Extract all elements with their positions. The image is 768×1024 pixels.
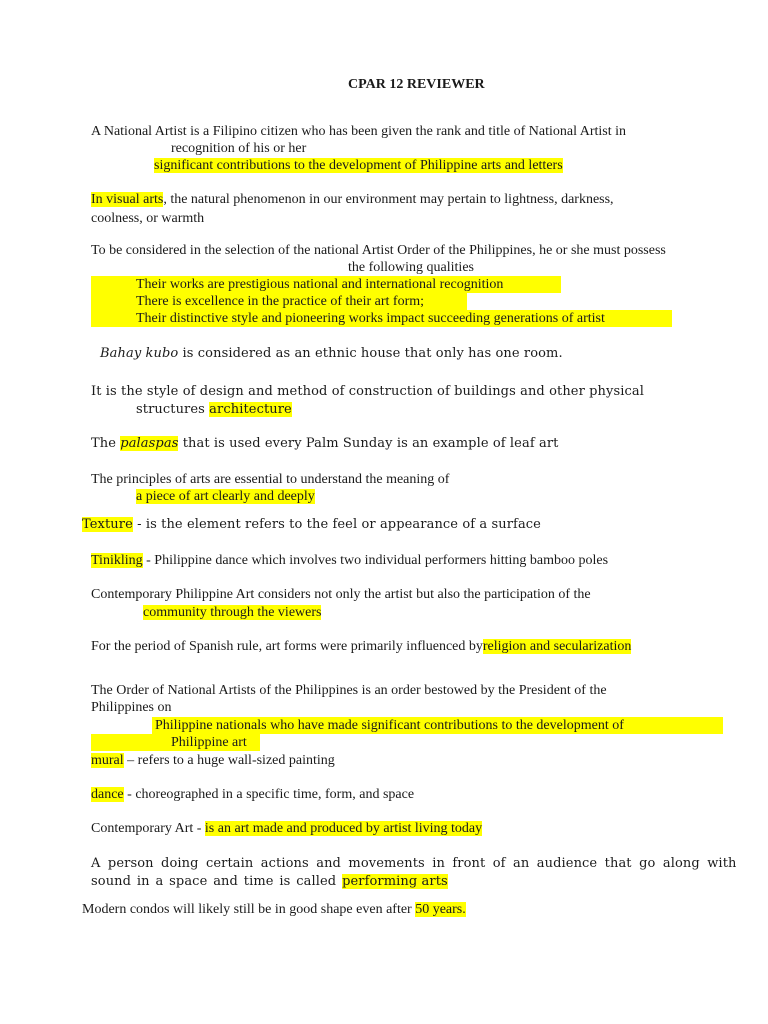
q10-answer xyxy=(143,604,321,621)
q10-line1: Contemporary Philippine Art considers not only the artist but also the participation of the xyxy=(91,587,591,602)
q5-line1: It is the style of design and method of construction of buildings and other physical xyxy=(91,384,644,399)
q2-answer-highlight: In visual arts xyxy=(91,192,164,207)
q1-answer xyxy=(154,157,563,174)
q11-line xyxy=(91,638,631,655)
q14-answer-highlight: dance xyxy=(91,787,124,802)
q8-rest: - is the element refers to the feel or appearance of a surface xyxy=(132,517,541,532)
q14-line xyxy=(91,786,414,803)
q2-line1 xyxy=(91,191,614,208)
q12-line2: Philippines on xyxy=(91,700,172,715)
q12-answer-1: Philippine nationals who have made significant contributions to the development of xyxy=(155,718,624,733)
q4-italic: Bahay kubo xyxy=(100,346,179,361)
q15-pre: Contemporary Art - xyxy=(91,821,205,836)
q1-answer-highlight: significant contributions to the development of Philippine arts and letters xyxy=(154,158,563,173)
q9-rest: - Philippine dance which involves two individual performers hitting bamboo poles xyxy=(142,553,609,568)
q6-rest: that is used every Palm Sunday is an example of leaf art xyxy=(178,436,559,451)
q16-line2 xyxy=(91,873,448,890)
q1-line1: A National Artist is a Filipino citizen who has been given the rank and title of National Artist in xyxy=(91,124,627,139)
q1-line2: recognition of his or her xyxy=(171,141,307,156)
q6-answer-highlight: palaspas xyxy=(120,436,179,451)
q11-answer-highlight: religion and secularization xyxy=(482,639,632,654)
q12-answer-2: Philippine art xyxy=(171,735,247,750)
q13-answer-highlight: mural xyxy=(91,753,124,768)
q13-line xyxy=(91,752,335,769)
q16-pre: sound in a space and time is called xyxy=(91,874,343,889)
q11-pre: For the period of Spanish rule, art forms were primarily influenced by xyxy=(91,639,483,654)
q14-rest: - choreographed in a specific time, form, and space xyxy=(123,787,415,802)
q12-line1: The Order of National Artists of the Philippines is an order bestowed by the President of the xyxy=(91,683,607,698)
q16-line1: A person doing certain actions and movements in front of an audience that go along with xyxy=(91,856,737,871)
q17-answer-highlight: 50 years. xyxy=(415,902,466,917)
q4-rest: is considered as an ethnic house that only has one room. xyxy=(178,346,563,361)
q3-line1: To be considered in the selection of the national Artist Order of the Philippines, he or she must possess xyxy=(91,243,666,258)
q13-rest: – refers to a huge wall-sized painting xyxy=(123,753,335,768)
q5-answer-highlight: architecture xyxy=(209,402,292,417)
q3-answer-3: Their distinctive style and pioneering works impact succeeding generations of artist xyxy=(136,311,605,326)
q9-answer-highlight: Tinikling xyxy=(91,553,143,568)
page-title: CPAR 12 REVIEWER xyxy=(348,77,485,92)
q3-line2: the following qualities xyxy=(348,260,474,275)
q3-answer-1: Their works are prestigious national and international recognition xyxy=(136,277,504,292)
q4-line xyxy=(100,345,563,362)
q7-answer xyxy=(136,488,315,505)
q17-line xyxy=(82,901,466,918)
q7-answer-highlight: a piece of art clearly and deeply xyxy=(136,489,315,504)
q2-line2: coolness, or warmth xyxy=(91,211,205,226)
q15-line xyxy=(91,820,482,837)
q6-pre: The xyxy=(91,436,121,451)
q15-answer-highlight: is an art made and produced by artist living today xyxy=(204,821,483,836)
q16-answer-highlight: performing arts xyxy=(342,874,448,889)
q3-answer-2: There is excellence in the practice of their art form; xyxy=(136,294,425,309)
q9-line xyxy=(91,552,608,569)
q5-pre: structures xyxy=(136,402,210,417)
q6-line xyxy=(91,435,558,452)
q10-answer-highlight: community through the viewers xyxy=(143,605,322,620)
q8-line xyxy=(82,516,541,533)
q8-answer-highlight: Texture xyxy=(82,517,133,532)
q5-line2 xyxy=(136,401,292,418)
q7-line1: The principles of arts are essential to understand the meaning of xyxy=(91,472,450,487)
q17-pre: Modern condos will likely still be in good shape even after xyxy=(82,902,416,917)
q2-rest: , the natural phenomenon in our environment may pertain to lightness, darkness, xyxy=(163,192,614,207)
